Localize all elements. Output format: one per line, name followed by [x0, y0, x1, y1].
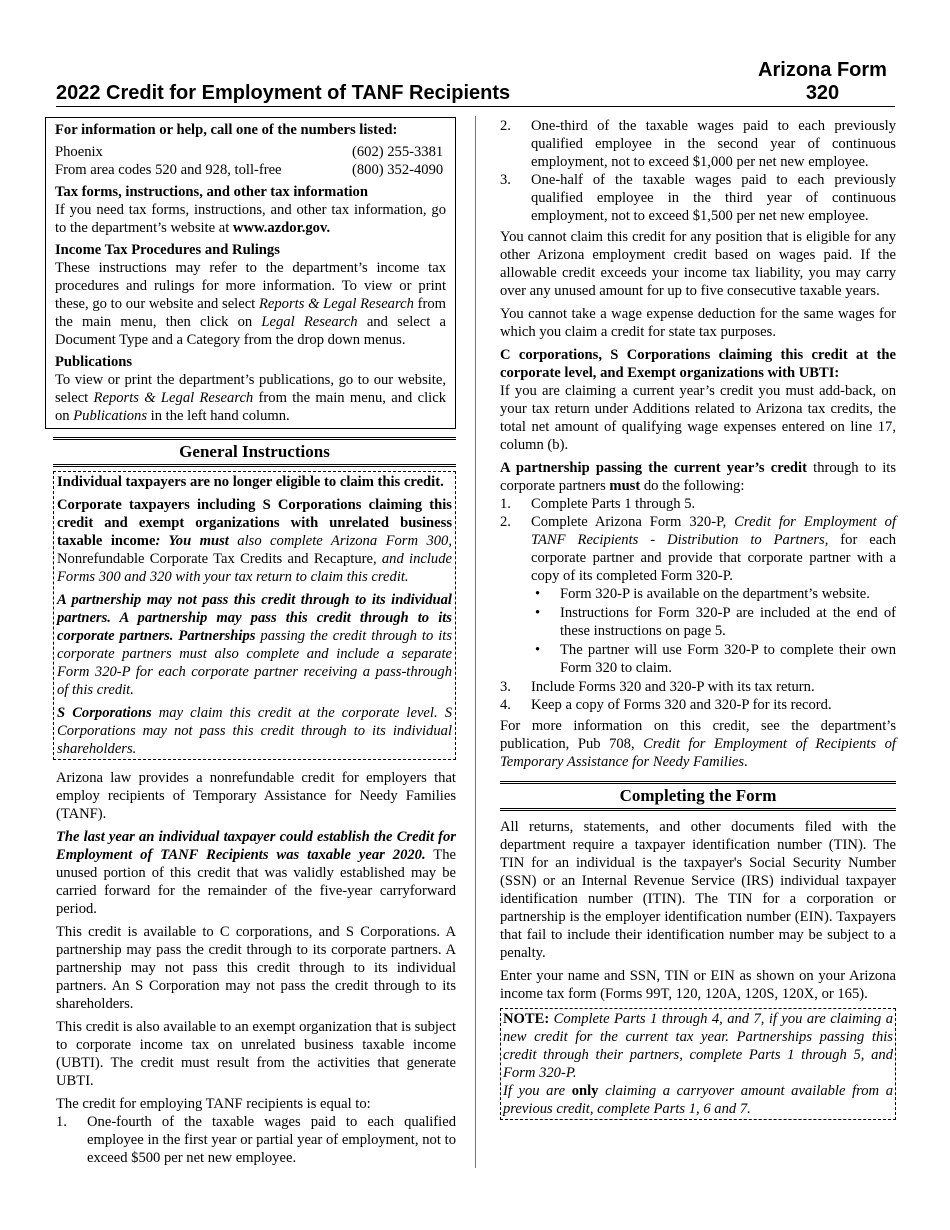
list-number: 3.: [500, 172, 511, 188]
paragraph: Enter your name and SSN, TIN or EIN as shown on your Arizona income tax form (Forms 99T, 120, 120A, 120S, 120X, or 165).: [500, 968, 896, 1002]
list-number: 4.: [500, 697, 511, 713]
paragraph: [500, 717, 896, 771]
eligibility-p3: [57, 591, 452, 699]
bullet-icon: •: [535, 586, 541, 602]
paragraph: This credit is also available to an exempt organization that is subject to corporate income tax on unrelated business taxable income (UBTI). The credit must result from the activities that generate UBTI.: [56, 1019, 456, 1089]
website-link[interactable]: www.azdor.gov.: [232, 220, 331, 236]
phone-label: From area codes 520 and 928, toll-free: [55, 162, 282, 178]
paragraph-text: .: [744, 754, 748, 770]
procedures-emphasis: Reports & Legal Research: [258, 296, 414, 312]
info-box: [45, 117, 456, 429]
bold-text: C corporations, S Corporations claiming this credit at the corporate level, and Exempt organizations with UBTI:: [500, 347, 896, 381]
paragraph: [56, 828, 456, 918]
credit-list-part1: [56, 1113, 456, 1167]
form-320p-name: Credit for Employment of TANF Recipients - Distribution to Partners: [531, 514, 897, 548]
italic-text: , and include Forms 300 and 320 with your tax return to claim this credit.: [57, 551, 452, 585]
list-item: [500, 171, 896, 225]
form-320p-bullets: [531, 585, 896, 677]
list-item: [500, 696, 896, 714]
taxforms-text: [55, 201, 446, 237]
list-number: 1.: [56, 1114, 67, 1130]
bold-italic-text: S Corporations: [57, 705, 152, 721]
taxforms-heading-text: Tax forms, instructions, and other tax information: [55, 184, 368, 200]
paragraph: Arizona law provides a nonrefundable credit for employers that employ recipients of Temporary Assistance for Needy Families (TANF).: [56, 770, 456, 822]
procedures-heading-text: Income Tax Procedures and Rulings: [55, 242, 280, 258]
list-item: [500, 678, 896, 696]
italic-text: claiming a carryover amount available from a previous credit, complete Parts 1, 6 and 7.: [503, 1083, 893, 1117]
list-text: , for each corporate partner and provide that corporate partner with a copy of its completed Form 320-P.: [531, 532, 896, 584]
page-header: [56, 55, 895, 107]
bold-italic-text: A partnership may not pass this credit through to its individual partners. A partnership may pass this credit through to its corporate partners. Partnerships: [57, 592, 452, 644]
list-item: [500, 495, 896, 513]
phone-row-phoenix: [55, 143, 446, 161]
credit-list-part2: [500, 117, 896, 225]
list-text: One-third of the taxable wages paid to each previously qualified employee in the second year of continuous employment, not to exceed $1,000 per net new employee.: [531, 118, 896, 170]
right-column: [500, 117, 896, 1120]
partnership-steps: [500, 495, 896, 714]
publications-emphasis: Publications: [73, 408, 148, 424]
italic-text: passing the credit through to its corporate partners must also complete and include a separate Form 320-P for each corporate partner receiving a pass-through of this credit.: [57, 628, 453, 698]
note-p1: [503, 1010, 893, 1082]
list-text: Complete Arizona Form 320-P,: [531, 514, 735, 530]
list-number: 3.: [500, 679, 511, 695]
publications-heading-text: Publications: [55, 354, 133, 370]
procedures-body: from the main menu, then click on: [55, 296, 446, 330]
bold-text: Corporate taxpayers including S Corporations claiming this credit and exempt organizations with unrelated business taxable income: [57, 497, 452, 549]
bullet-text: Instructions for Form 320-P are included at the end of these instructions on page 5.: [560, 605, 896, 639]
bullet-icon: •: [535, 605, 541, 621]
partnership-intro: [500, 459, 896, 495]
list-item: [56, 1113, 456, 1167]
paragraph: You cannot claim this credit for any position that is eligible for any other Arizona employment credit based on wages paid. If the allowable credit exceeds your income tax liability, you may carry over any unused amount for up to five consecutive taxable years.: [500, 229, 896, 299]
procedures-heading: [55, 241, 446, 259]
publications-body: To view or print the department’s publications, go to our website, select: [55, 372, 446, 406]
italic-text: also complete Arizona Form 300,: [228, 533, 452, 549]
paragraph: All returns, statements, and other documents filed with the department require a taxpayer identification number (TIN). The TIN for an individual is the taxpayer's Social Security Number (SSN) or an Internal Revenue Service (IRS) individual taxpayer identification number (ITIN). The TIN for a corporation or partnership is the employer identification number (EIN). Taxpayers that fail to include their identification number may be subject to a penalty.: [500, 819, 896, 961]
publications-text: [55, 371, 446, 425]
list-text: Keep a copy of Forms 320 and 320-P for its record.: [531, 697, 832, 713]
italic-text: If you are: [503, 1083, 572, 1099]
bold-text: A partnership passing the current year’s credit: [500, 460, 807, 476]
general-body: [45, 769, 456, 1167]
bullet-item: [531, 585, 896, 603]
list-item: [500, 513, 896, 677]
phone-number: (800) 352-4090: [352, 162, 444, 178]
phone-number: (602) 255-3381: [352, 144, 444, 160]
eligibility-box: [53, 471, 456, 760]
list-number: 1.: [500, 496, 511, 512]
list-text: One-half of the taxable wages paid to each previously qualified employee in the third year of continuous employment, not to exceed $1,500 per net new employee.: [531, 172, 896, 224]
form-id: 320: [805, 82, 840, 104]
form-300-name: Nonrefundable Corporate Tax Credits and Recapture: [57, 551, 373, 567]
publications-body: in the left hand column.: [147, 408, 290, 424]
completing-form-heading: Completing the Form: [500, 781, 896, 811]
list-number: 2.: [500, 118, 511, 134]
publications-emphasis: Reports & Legal Research: [93, 390, 254, 406]
publications-body: from the main menu, and click on: [55, 390, 446, 424]
column-divider: [475, 116, 476, 1168]
procedures-text: [55, 259, 446, 349]
eligibility-p1: [57, 473, 452, 491]
form-title: 2022 Credit for Employment of TANF Recipients: [56, 82, 511, 104]
bullet-text: Form 320-P is available on the department’s website.: [560, 586, 870, 602]
eligibility-p4: [57, 704, 452, 758]
addback-heading: [500, 346, 896, 382]
paragraph-text: do the following:: [640, 478, 745, 494]
eligibility-p2: [57, 496, 452, 586]
bullet-text: The partner will use Form 320-P to complete their own Form 320 to claim.: [560, 642, 896, 676]
form-label: Arizona Form: [758, 59, 887, 81]
italic-text: Complete Parts 1 through 4, and 7, if you are claiming a new credit for the current tax year. Partnerships passing this credit through their partners, complete Parts 1 through 5, and Form 320-P.: [503, 1011, 893, 1081]
info-heading-text: For information or help, call one of the numbers listed:: [55, 122, 398, 138]
paragraph-text: The unused portion of this credit that was validly established may be carried forward for the remainder of the five-year carryforward period.: [56, 847, 456, 917]
italic-text: may claim this credit at the corporate level. S Corporations may not pass this credit through to its individual shareholders.: [57, 705, 452, 757]
must-text: must: [199, 533, 229, 549]
general-instructions-heading: General Instructions: [53, 437, 456, 467]
bold-italic-text: The last year an individual taxpayer could establish the Credit for Employment of TANF Recipients was taxable year 2020.: [56, 829, 456, 863]
form-number: [750, 59, 895, 105]
phone-list: [55, 143, 446, 179]
note-p2: [503, 1082, 893, 1118]
note-box: [500, 1008, 896, 1120]
only-text: only: [571, 1083, 599, 1099]
paragraph: You cannot take a wage expense deduction for the same wages for which you claim a credit for state tax purposes.: [500, 306, 896, 340]
procedures-emphasis: Legal Research: [261, 314, 358, 330]
eligibility-p1-text: Individual taxpayers are no longer eligible to claim this credit.: [57, 474, 444, 490]
list-text: Include Forms 320 and 320-P with its tax return.: [531, 679, 815, 695]
procedures-body: and select a Document Type and a Category from the drop down menus.: [55, 314, 446, 348]
pub-708-title: Credit for Employment of Recipients of Temporary Assistance for Needy Families: [500, 736, 896, 770]
paragraph-text: through to its corporate partners: [500, 460, 897, 494]
list-text: Complete Parts 1 through 5.: [531, 496, 696, 512]
must-text: must: [609, 478, 641, 494]
paragraph-text: For more information on this credit, see the department’s publication, Pub 708,: [500, 718, 896, 752]
info-heading: [55, 121, 446, 139]
left-column: [45, 117, 456, 1172]
taxforms-body: If you need tax forms, instructions, and other tax information, go to the department’s website at: [55, 202, 446, 236]
list-item: [500, 117, 896, 171]
bullet-icon: •: [535, 642, 541, 658]
paragraph: The credit for employing TANF recipients is equal to:: [56, 1096, 371, 1112]
phone-label: Phoenix: [55, 144, 103, 160]
paragraph: This credit is available to C corporations, and S Corporations. A partnership may pass the credit through to its corporate partners. A partnership may not pass this credit through to its individual partners. An S Corporation may not pass the credit through to its shareholders.: [56, 924, 456, 1012]
list-text: One-fourth of the taxable wages paid to each qualified employee in the first year or partial year of employment, not to exceed $500 per net new employee.: [87, 1114, 456, 1166]
publications-heading: [55, 353, 446, 371]
phone-row-tollfree: [55, 161, 446, 179]
bullet-item: [531, 641, 896, 677]
taxforms-heading: [55, 183, 446, 201]
note-label: NOTE:: [503, 1011, 550, 1027]
bullet-item: [531, 604, 896, 640]
procedures-body: These instructions may refer to the department’s income tax procedures and rulings for more information. To view or print these, go to our website and select: [55, 260, 446, 312]
list-number: 2.: [500, 514, 511, 530]
italic-text: : You: [155, 533, 200, 549]
paragraph: If you are claiming a current year’s credit you must add-back, on your tax return under Additions related to Arizona tax credits, the total net amount of qualifying wage expenses entered on line 17, column (b).: [500, 383, 896, 453]
